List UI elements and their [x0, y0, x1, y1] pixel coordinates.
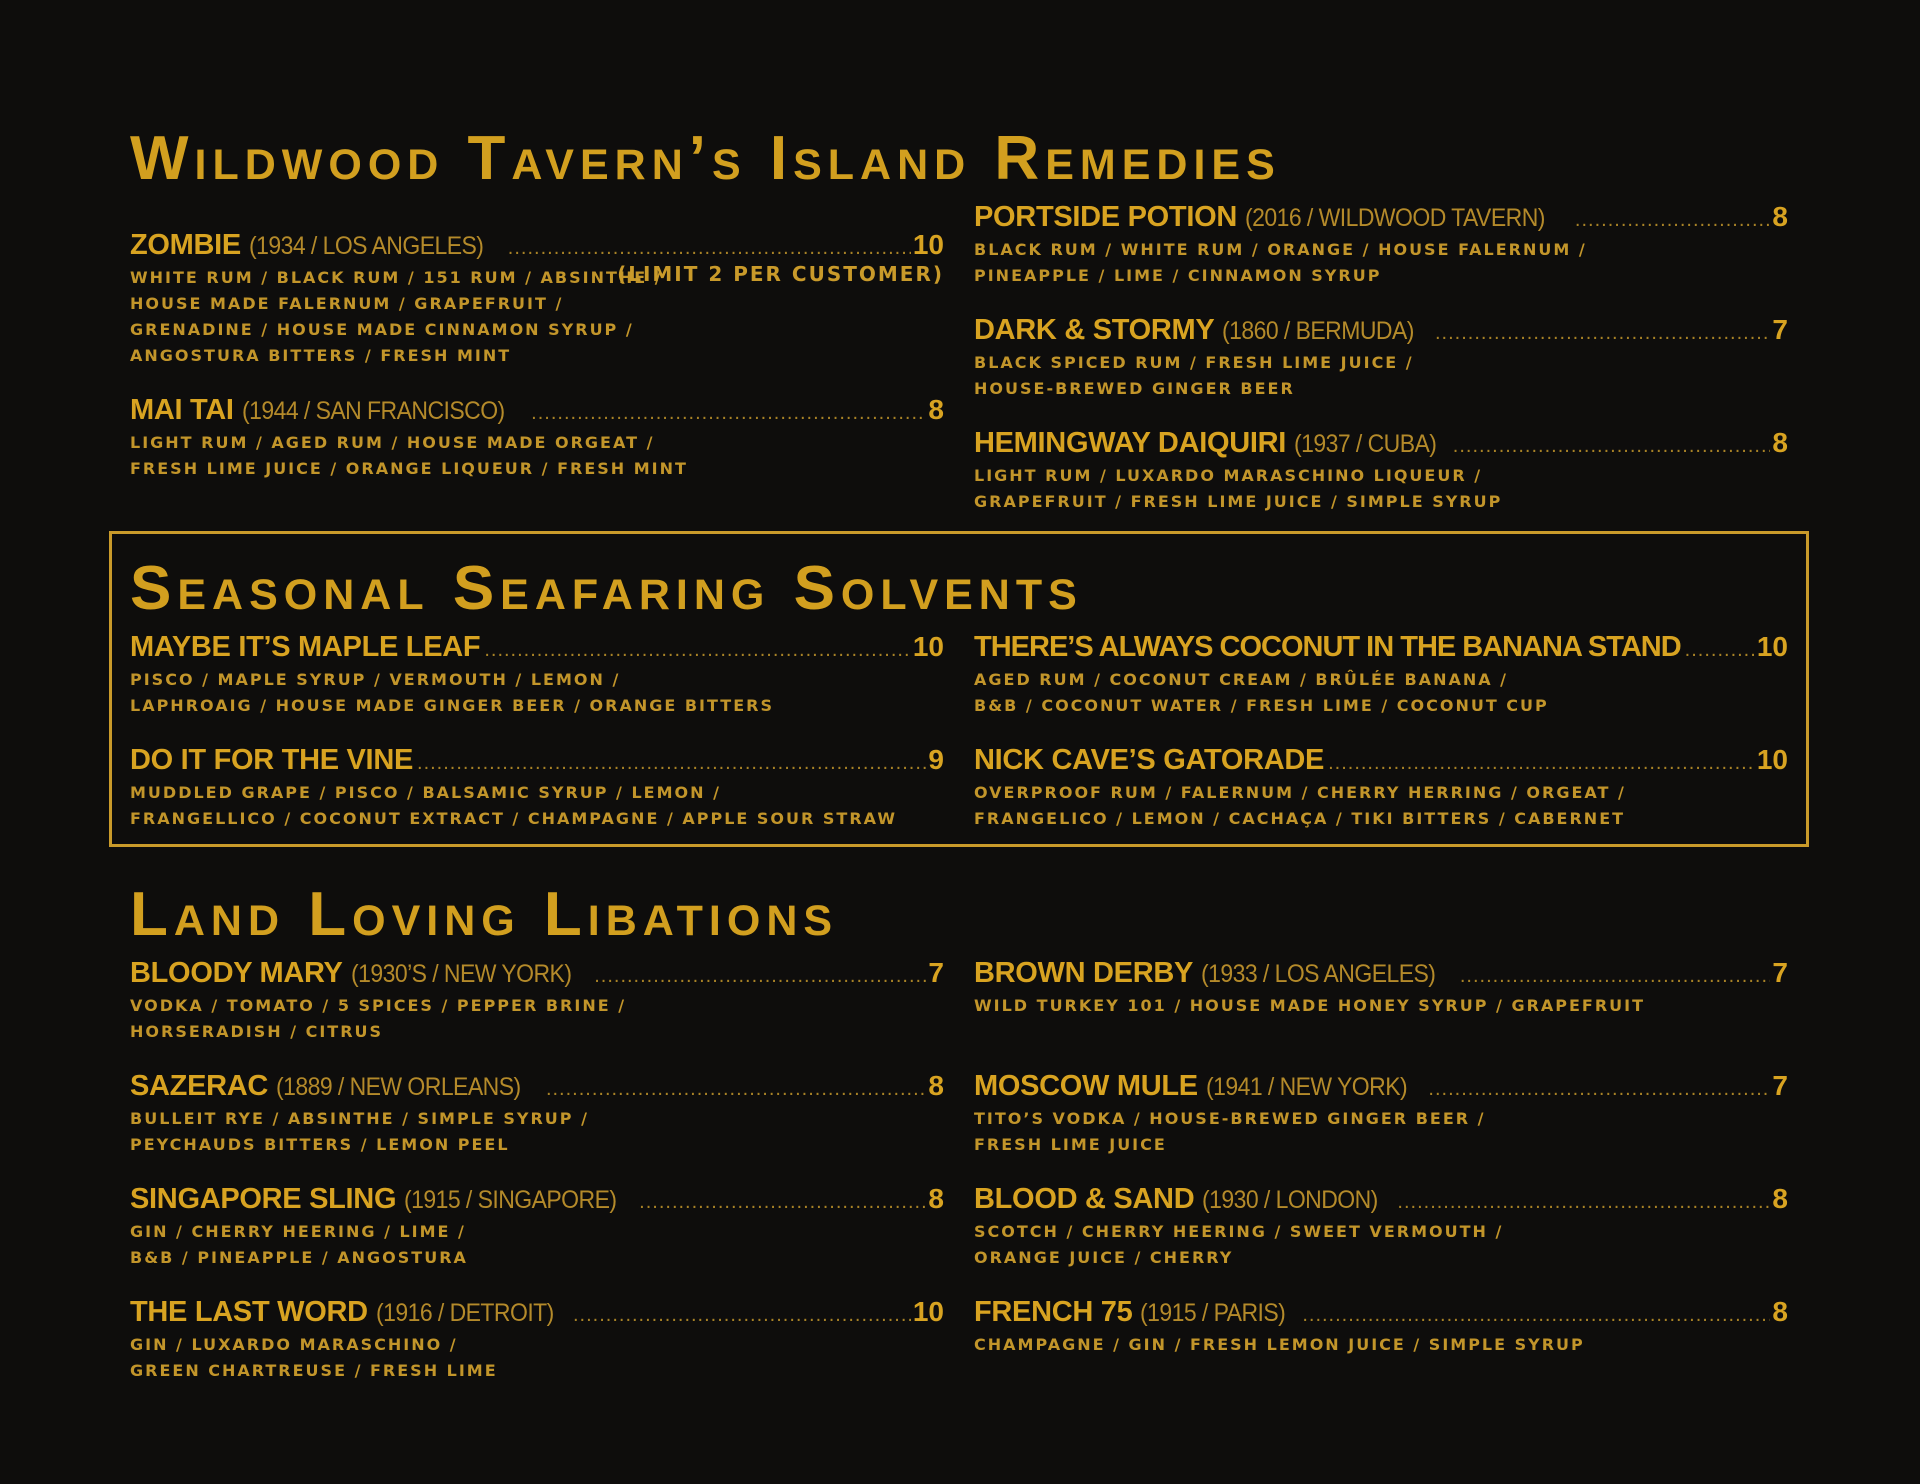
item-ingredients: WHITE RUM / BLACK RUM / 151 RUM / ABSINTHE / [130, 268, 663, 287]
item-ingredients: OVERPROOF RUM / FALERNUM / CHERRY HERRING / ORGEAT / [974, 783, 1626, 802]
item-price: 7 [1772, 314, 1788, 345]
item-origin: (1941 / NEW YORK) [1205, 1073, 1407, 1101]
item-name: THE LAST WORD [130, 1296, 368, 1328]
item-name: MAYBE IT’S MAPLE LEAF [130, 631, 481, 663]
menu-column-right [974, 956, 1788, 1382]
item-origin: (1937 / CUBA) [1294, 430, 1437, 458]
menu-item-theres-always-coconut [974, 630, 1788, 719]
item-origin: (1944 / SAN FRANCISCO) [241, 397, 505, 425]
dot-leader [573, 1298, 911, 1332]
item-ingredients: LIGHT RUM / LUXARDO MARASCHINO LIQUEUR / [974, 466, 1483, 485]
item-ingredients: B&B / COCONUT WATER / FRESH LIME / COCONUT CUP [974, 696, 1549, 715]
dot-leader [1328, 746, 1755, 780]
item-ingredients: PEYCHAUDS BITTERS / LEMON PEEL [130, 1135, 510, 1154]
menu-item-mai-tai [130, 393, 944, 482]
item-origin: (2016 / WILDWOOD TAVERN) [1244, 204, 1545, 232]
item-ingredients: FRANGELICO / LEMON / CACHAÇA / TIKI BITTERS / CABERNET [974, 809, 1626, 828]
section-title: Wildwood Tavern’s Island Remedies [130, 124, 1281, 193]
item-origin: (1930’S / NEW YORK) [350, 960, 572, 988]
dot-leader [1685, 633, 1755, 667]
item-ingredients: GIN / LUXARDO MARASCHINO / [130, 1335, 458, 1354]
menu-column-right [974, 200, 1788, 539]
item-ingredients: HORSERADISH / CITRUS [130, 1022, 384, 1041]
menu-item-do-it-for-the-vine [130, 743, 944, 832]
item-name: BLOOD & SAND [974, 1183, 1195, 1215]
item-ingredients: FRESH LIME JUICE / ORANGE LIQUEUR / FRESH MINT [130, 459, 688, 478]
section-title: Seasonal Seafaring Solvents [130, 554, 1083, 623]
menu-item-hemingway-daiquiri [974, 426, 1788, 515]
item-ingredients: GRAPEFRUIT / FRESH LIME JUICE / SIMPLE SYRUP [974, 492, 1503, 511]
item-ingredients: FRESH LIME JUICE [974, 1135, 1167, 1154]
menu-item-moscow-mule [974, 1069, 1788, 1158]
item-ingredients: HOUSE MADE FALERNUM / GRAPEFRUIT / [130, 294, 564, 313]
item-price: 8 [1772, 201, 1788, 232]
dot-leader [508, 231, 911, 265]
item-ingredients: HOUSE-BREWED GINGER BEER [974, 379, 1295, 398]
dot-leader [417, 746, 926, 780]
item-ingredients: AGED RUM / COCONUT CREAM / BRÛLÉE BANANA / [974, 670, 1509, 689]
menu-item-zombie [130, 228, 944, 369]
item-ingredients-blank [974, 1019, 1788, 1045]
item-price: 9 [928, 744, 944, 775]
dot-leader [1453, 429, 1771, 463]
menu-item-portside-potion [974, 200, 1788, 289]
item-ingredients: CHAMPAGNE / GIN / FRESH LEMON JUICE / SIMPLE SYRUP [974, 1335, 1585, 1354]
item-ingredients: LAPHROAIG / HOUSE MADE GINGER BEER / ORANGE BITTERS [130, 696, 774, 715]
dot-leader [1460, 959, 1771, 993]
item-ingredients: FRANGELLICO / COCONUT EXTRACT / CHAMPAGNE / APPLE SOUR STRAW [130, 809, 897, 828]
item-price: 7 [1772, 957, 1788, 988]
menu-item-singapore-sling [130, 1182, 944, 1271]
item-name: NICK CAVE’S GATORADE [974, 744, 1325, 776]
menu-item-french-75 [974, 1295, 1788, 1358]
item-name: MAI TAI [130, 394, 234, 426]
menu-item-maybe-its-maple-leaf [130, 630, 944, 719]
item-origin: (1860 / BERMUDA) [1222, 317, 1415, 345]
item-name: DO IT FOR THE VINE [130, 744, 414, 776]
item-name: HEMINGWAY DAIQUIRI [974, 427, 1287, 459]
dot-leader [484, 633, 911, 667]
menu-item-brown-derby [974, 956, 1788, 1045]
item-price: 8 [1772, 1296, 1788, 1327]
item-ingredients: PINEAPPLE / LIME / CINNAMON SYRUP [974, 266, 1382, 285]
item-name: BLOODY MARY [130, 957, 343, 989]
item-ingredients: ORANGE JUICE / CHERRY [974, 1248, 1234, 1267]
item-ingredients: GIN / CHERRY HEERING / LIME / [130, 1222, 466, 1241]
item-origin: (1933 / LOS ANGELES) [1201, 960, 1436, 988]
item-origin: (1889 / NEW ORLEANS) [276, 1073, 521, 1101]
item-ingredients: PISCO / MAPLE SYRUP / VERMOUTH / LEMON / [130, 670, 621, 689]
item-ingredients: VODKA / TOMATO / 5 SPICES / PEPPER BRINE / [130, 996, 627, 1015]
item-ingredients: BULLEIT RYE / ABSINTHE / SIMPLE SYRUP / [130, 1109, 589, 1128]
section-seasonal-solvents [130, 554, 1790, 828]
item-price: 8 [928, 1183, 944, 1214]
item-name: FRENCH 75 [974, 1296, 1133, 1328]
item-note: (LIMIT 2 PER CUSTOMER) [617, 262, 944, 286]
item-origin: (1930 / LONDON) [1202, 1186, 1379, 1214]
dot-leader [1397, 1185, 1770, 1219]
item-price: 8 [928, 394, 944, 425]
item-ingredients: MUDDLED GRAPE / PISCO / BALSAMIC SYRUP / LEMON / [130, 783, 721, 802]
item-ingredients: SCOTCH / CHERRY HEERING / SWEET VERMOUTH / [974, 1222, 1504, 1241]
section-island-remedies [130, 124, 1790, 511]
item-price: 10 [912, 631, 944, 662]
item-price: 10 [912, 229, 944, 260]
item-origin: (1934 / LOS ANGELES) [248, 232, 484, 260]
item-name: PORTSIDE POTION [974, 201, 1237, 233]
dot-leader [594, 959, 926, 993]
dot-leader [1575, 203, 1771, 237]
item-ingredients: B&B / PINEAPPLE / ANGOSTURA [130, 1248, 468, 1267]
dot-leader [639, 1185, 926, 1219]
item-ingredients: GRENADINE / HOUSE MADE CINNAMON SYRUP / [130, 320, 634, 339]
item-ingredients: GREEN CHARTREUSE / FRESH LIME [130, 1361, 498, 1380]
item-name: SAZERAC [130, 1070, 269, 1102]
item-price: 10 [1756, 631, 1788, 662]
menu-column-left [130, 630, 944, 856]
menu-item-blood-and-sand [974, 1182, 1788, 1271]
item-price: 8 [1772, 427, 1788, 458]
dot-leader [1428, 1072, 1770, 1106]
item-price: 8 [1772, 1183, 1788, 1214]
item-origin: (1916 / DETROIT) [375, 1299, 554, 1327]
section-title: Land Loving Libations [130, 880, 839, 949]
dot-leader [1302, 1298, 1770, 1332]
dot-leader [1435, 316, 1770, 350]
item-name: MOSCOW MULE [974, 1070, 1198, 1102]
menu-item-dark-and-stormy [974, 313, 1788, 402]
menu-column-left [130, 228, 944, 506]
menu-item-the-last-word [130, 1295, 944, 1384]
dot-leader [531, 396, 926, 430]
menu-item-sazerac [130, 1069, 944, 1158]
item-price: 7 [928, 957, 944, 988]
item-price: 10 [1756, 744, 1788, 775]
item-ingredients: ANGOSTURA BITTERS / FRESH MINT [130, 346, 512, 365]
item-price: 7 [1772, 1070, 1788, 1101]
item-price: 8 [928, 1070, 944, 1101]
dot-leader [546, 1072, 926, 1106]
item-name: SINGAPORE SLING [130, 1183, 397, 1215]
item-origin: (1915 / SINGAPORE) [404, 1186, 617, 1214]
menu-item-nick-caves-gatorade [974, 743, 1788, 832]
menu-column-right [974, 630, 1788, 856]
item-price: 10 [912, 1296, 944, 1327]
item-name: DARK & STORMY [974, 314, 1215, 346]
item-ingredients: TITO’S VODKA / HOUSE-BREWED GINGER BEER / [974, 1109, 1486, 1128]
item-origin: (1915 / PARIS) [1140, 1299, 1286, 1327]
item-ingredients: BLACK SPICED RUM / FRESH LIME JUICE / [974, 353, 1414, 372]
item-ingredients: WILD TURKEY 101 / HOUSE MADE HONEY SYRUP / GRAPEFRUIT [974, 996, 1646, 1015]
menu-item-bloody-mary [130, 956, 944, 1045]
menu-column-left [130, 956, 944, 1408]
item-name: THERE’S ALWAYS COCONUT IN THE BANANA STAND [974, 631, 1681, 663]
section-land-loving-libations [130, 880, 1790, 1380]
item-name: BROWN DERBY [974, 957, 1194, 989]
item-name: ZOMBIE [130, 229, 241, 261]
item-ingredients: LIGHT RUM / AGED RUM / HOUSE MADE ORGEAT / [130, 433, 655, 452]
item-ingredients: BLACK RUM / WHITE RUM / ORANGE / HOUSE FALERNUM / [974, 240, 1587, 259]
